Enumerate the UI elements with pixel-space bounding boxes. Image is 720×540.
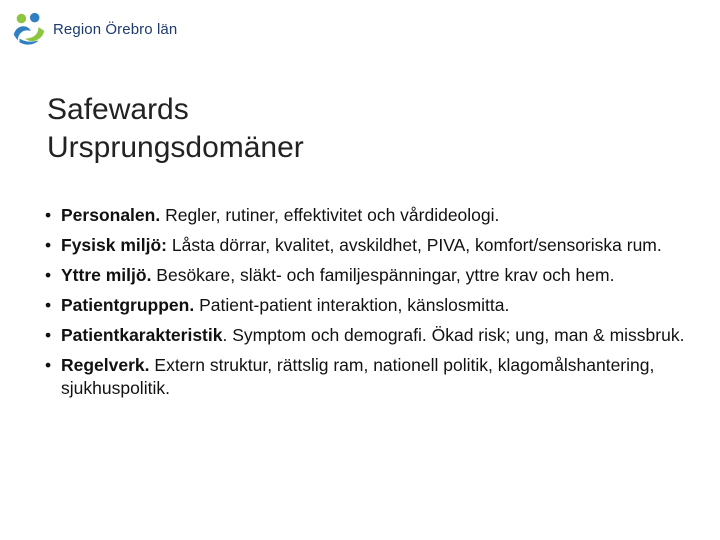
bullet-item: [45, 324, 685, 347]
slide-title-line2: Ursprungsdomäner: [47, 131, 304, 164]
bullet-dot: •: [45, 355, 52, 375]
bullet-dot: •: [45, 265, 52, 285]
bullet-text: Extern struktur, rättslig ram, nationell politik, klagomålshantering, sjukhuspolitik.: [61, 355, 655, 398]
bullet-item: [45, 204, 685, 227]
bullet-dot: •: [45, 295, 52, 315]
bullet-bold: Yttre miljö.: [61, 265, 152, 285]
bullet-item: [45, 354, 685, 400]
bullet-item: [45, 294, 685, 317]
bullet-bold: Patientkarakteristik: [61, 325, 223, 345]
bullet-list: [45, 204, 685, 407]
bullet-dot: •: [45, 235, 52, 255]
bullet-item: [45, 234, 685, 257]
bullet-dot: •: [45, 325, 52, 345]
region-logo-icon: [10, 10, 48, 48]
bullet-text: Besökare, släkt- och familjespänningar, yttre krav och hem.: [151, 265, 615, 285]
bullet-bold: Patientgruppen.: [61, 295, 195, 315]
slide-title-line1: Safewards: [47, 93, 189, 126]
region-logo: [10, 10, 177, 48]
bullet-dot: •: [45, 205, 52, 225]
bullet-bold: Regelverk.: [61, 355, 150, 375]
bullet-text: . Symptom och demografi. Ökad risk; ung, man & missbruk.: [222, 325, 685, 345]
bullet-text: Patient-patient interaktion, känslosmitta.: [194, 295, 510, 315]
bullet-text: Regler, rutiner, effektivitet och vårdideologi.: [160, 205, 500, 225]
bullet-item: [45, 264, 685, 287]
slide-title: [47, 91, 304, 167]
bullet-bold: Fysisk miljö:: [61, 235, 168, 255]
bullet-text: Låsta dörrar, kvalitet, avskildhet, PIVA, komfort/sensoriska rum.: [167, 235, 662, 255]
logo-text: Region Örebro län: [53, 20, 178, 38]
bullet-bold: Personalen.: [61, 205, 161, 225]
